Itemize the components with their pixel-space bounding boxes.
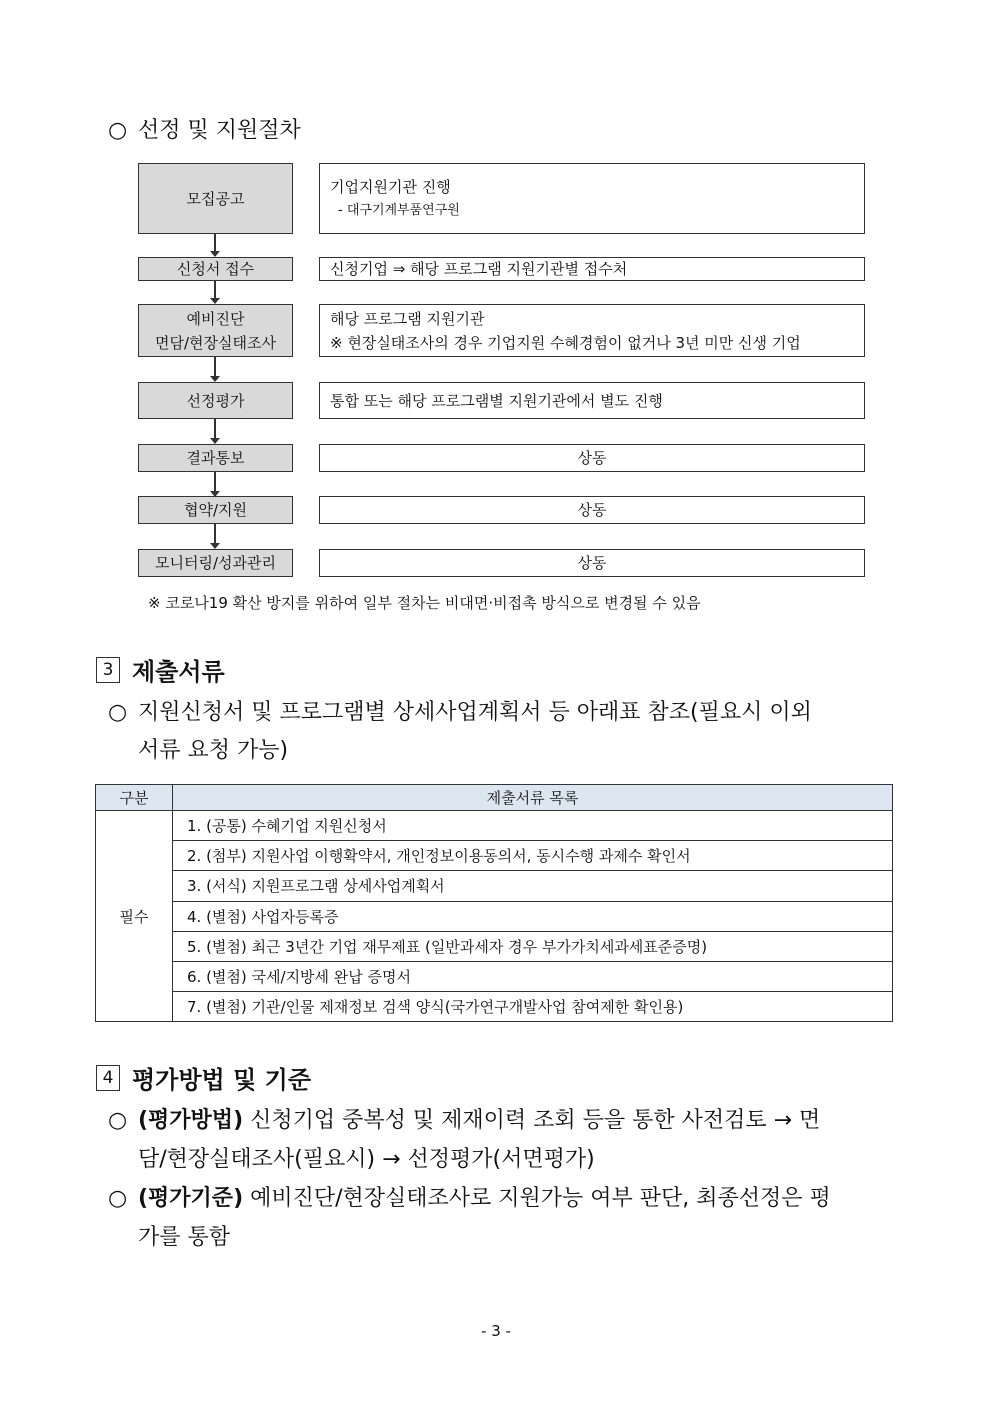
flow-desc-diagnosis: 해당 프로그램 지원기관 ※ 현장실태조사의 경우 기업지원 수혜경험이 없거나 3년 미만 신생 기업 [319, 304, 865, 357]
evaluation-criteria-bullet: ○ (평가기준) 예비진단/현장실태조사로 지원가능 여부 판단, 최종선정은 평 [108, 1180, 898, 1218]
arrow-down-icon [214, 419, 216, 443]
flow-step-evaluation: 선정평가 [138, 382, 293, 419]
arrow-down-icon [214, 357, 216, 381]
section-number-box: 4 [96, 1065, 120, 1091]
flow-step-agreement: 협약/지원 [138, 496, 293, 524]
table-cell: 1. (공통) 수혜기업 지원신청서 [173, 811, 893, 841]
flow-step-diagnosis: 예비진단 면담/현장실태조사 [138, 304, 293, 357]
arrow-down-icon [214, 234, 216, 256]
flow-step-monitoring: 모니터링/성과관리 [138, 549, 293, 577]
circle-bullet-icon: ○ [108, 1108, 128, 1133]
table-cell: 2. (첨부) 지원사업 이행확약서, 개인정보이용동의서, 동시수행 과제수 확인서 [173, 841, 893, 871]
table-row [96, 841, 893, 871]
flow-desc-notification: 상동 [319, 444, 865, 472]
table-cell: 3. (서식) 지원프로그램 상세사업계획서 [173, 871, 893, 901]
table-row [96, 811, 893, 841]
section-3-bullet: ○ 지원신청서 및 프로그램별 상세사업계획서 등 아래표 참조(필요시 이외 [108, 694, 898, 732]
table-cell: 5. (별첨) 최근 3년간 기업 재무제표 (일반과세자 경우 부가가치세과세표준증명) [173, 931, 893, 961]
evaluation-criteria-cont: 가를 통함 [138, 1225, 231, 1250]
circle-bullet-icon: ○ [108, 118, 128, 143]
table-cell: 6. (별첨) 국세/지방세 완납 증명서 [173, 961, 893, 991]
flow-desc-application: 신청기업 ⇒ 해당 프로그램 지원기관별 접수처 [319, 257, 865, 281]
table-row [96, 961, 893, 991]
table-row [96, 931, 893, 961]
flow-step-notification: 결과통보 [138, 444, 293, 472]
evaluation-method-cont: 담/현장실태조사(필요시) → 선정평가(서면평가) [138, 1147, 595, 1172]
arrow-down-icon [214, 472, 216, 496]
page-number: - 3 - [481, 1322, 511, 1340]
table-row [96, 871, 893, 901]
table-row [96, 901, 893, 931]
table-header-row [96, 785, 893, 811]
circle-bullet-icon: ○ [108, 1186, 128, 1211]
section-3-heading: 3 제출서류 [96, 652, 225, 687]
table-header-list: 제출서류 목록 [173, 785, 893, 811]
arrow-down-icon [214, 281, 216, 303]
table-cell: 4. (별첨) 사업자등록증 [173, 901, 893, 931]
flow-step-recruit: 모집공고 [138, 163, 293, 234]
flow-desc-monitoring: 상동 [319, 549, 865, 577]
table-row [96, 992, 893, 1022]
circle-bullet-icon: ○ [108, 700, 128, 725]
table-cell: 7. (별첨) 기관/인물 제재정보 검색 양식(국가연구개발사업 참여제한 확인용) [173, 992, 893, 1022]
documents-table [95, 784, 893, 1022]
section-3-bullet-cont: 서류 요청 가능) [138, 738, 289, 763]
arrow-down-icon [214, 524, 216, 548]
flow-desc-evaluation: 통합 또는 해당 프로그램별 지원기관에서 별도 진행 [319, 382, 865, 419]
flow-desc-recruit: 기업지원기관 진행 - 대구기계부품연구원 [319, 163, 865, 234]
flow-desc-agreement: 상동 [319, 496, 865, 524]
table-category-cell: 필수 [96, 811, 173, 1022]
section-4-heading: 4 평가방법 및 기준 [96, 1060, 311, 1095]
flow-step-application: 신청서 접수 [138, 257, 293, 281]
procedure-note: ※ 코로나19 확산 방지를 위하여 일부 절차는 비대면·비접촉 방식으로 변경될 수 있음 [148, 594, 701, 612]
procedure-heading: ○ 선정 및 지원절차 [108, 112, 898, 150]
section-number-box: 3 [96, 657, 120, 683]
evaluation-method-bullet: ○ (평가방법) 신청기업 중복성 및 제재이력 조회 등을 통한 사전검토 → 면 [108, 1102, 898, 1140]
table-header-category: 구분 [96, 785, 173, 811]
